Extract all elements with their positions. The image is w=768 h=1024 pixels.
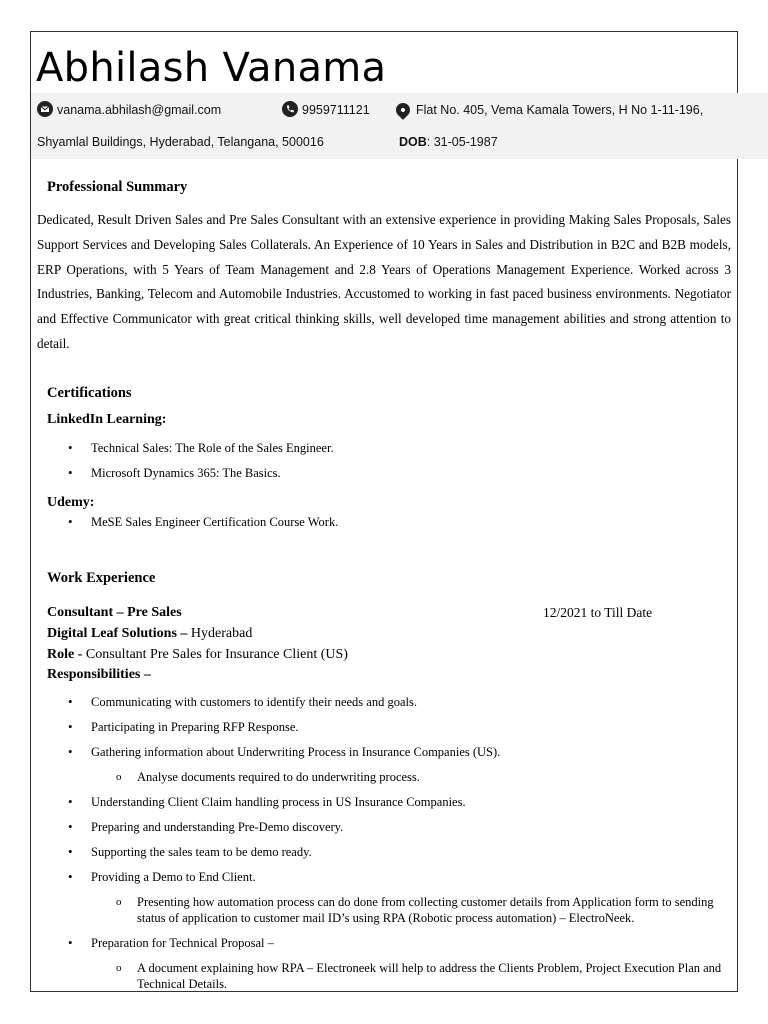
responsibilities-heading: Responsibilities – — [47, 667, 151, 682]
list-item: • Participating in Preparing RFP Response. — [0, 719, 731, 735]
dob-label: DOB — [399, 135, 427, 149]
job-position: Consultant – Pre Sales — [47, 605, 182, 620]
list-item: • Gathering information about Underwriting Process in Insurance Companies (US). — [0, 744, 731, 760]
list-item: • Preparation for Technical Proposal – — [0, 935, 731, 951]
job-company — [47, 625, 252, 643]
phone-contact — [282, 101, 370, 119]
candidate-name: Abhilash Vanama — [36, 45, 387, 91]
list-item: • Communicating with customers to identify their needs and goals. — [0, 694, 731, 710]
address-contact — [396, 101, 703, 119]
email-text: vanama.abhilash@gmail.com — [57, 103, 222, 117]
sub-list-item: o Analyse documents required to do underwriting process. — [0, 769, 731, 785]
linkedin-learning-heading: LinkedIn Learning: — [47, 412, 167, 427]
dob — [399, 133, 498, 151]
work-experience-heading: Work Experience — [47, 570, 156, 586]
location-pin-icon — [393, 100, 413, 120]
job-date: 12/2021 to Till Date — [543, 605, 653, 620]
list-item: • Providing a Demo to End Client. — [0, 869, 731, 885]
certifications-heading: Certifications — [47, 385, 132, 401]
sub-list-item: o Presenting how automation process can do done from collecting customer details from Application form to sending status of application to customer mail ID’s using RPA (Robotic process automation) – ElectroNeek. — [0, 894, 731, 926]
dob-value: : 31-05-1987 — [426, 135, 498, 149]
job-role — [47, 646, 348, 664]
responsibilities-list — [0, 694, 731, 992]
summary-text: Dedicated, Result Driven Sales and Pre Sales Consultant with an extensive experience in providing Making Sales Proposals, Sales Support Services and Developing Sales Collaterals. An Experience of 10 Years in Sales and Distribution in B2C and B2B models, ERP Operations, with 5 Years of Team Management and 2.8 Years of Operations Management Experience. Worked across 3 Industries, Banking, Telecom and Automobile Industries. Accustomed to working in fast paced business environments. Negotiator and Effective Communicator with great critical thinking skills, well developed time management abilities and strong attention to detail. — [37, 212, 731, 351]
role-value: Consultant Pre Sales for Insurance Client (US) — [82, 647, 348, 662]
list-item: • MeSE Sales Engineer Certification Course Work. — [0, 514, 338, 530]
udemy-heading: Udemy: — [47, 495, 95, 510]
phone-text: 9959711121 — [302, 103, 370, 117]
list-item: • Technical Sales: The Role of the Sales Engineer. — [0, 440, 334, 456]
list-item: • Preparing and understanding Pre-Demo discovery. — [0, 819, 731, 835]
udemy-list — [0, 514, 338, 530]
address-line1: Flat No. 405, Vema Kamala Towers, H No 1-11-196, — [416, 103, 704, 117]
summary-heading: Professional Summary — [47, 179, 188, 195]
address-line2: Shyamlal Buildings, Hyderabad, Telangana, 500016 — [37, 135, 324, 149]
company-location: Hyderabad — [187, 626, 253, 641]
linkedin-list — [0, 440, 334, 481]
list-item: • Understanding Client Claim handling process in US Insurance Companies. — [0, 794, 731, 810]
mail-icon — [37, 101, 53, 117]
role-label: Role - — [47, 647, 83, 662]
list-item: • Microsoft Dynamics 365: The Basics. — [0, 465, 334, 481]
email-contact — [37, 101, 221, 119]
sub-list-item: o A document explaining how RPA – Electroneek will help to address the Clients Problem, Project Execution Plan and Technical Details. — [0, 960, 731, 992]
list-item: • Supporting the sales team to be demo ready. — [0, 844, 731, 860]
company-name: Digital Leaf Solutions – — [47, 626, 188, 641]
phone-icon — [282, 101, 298, 117]
